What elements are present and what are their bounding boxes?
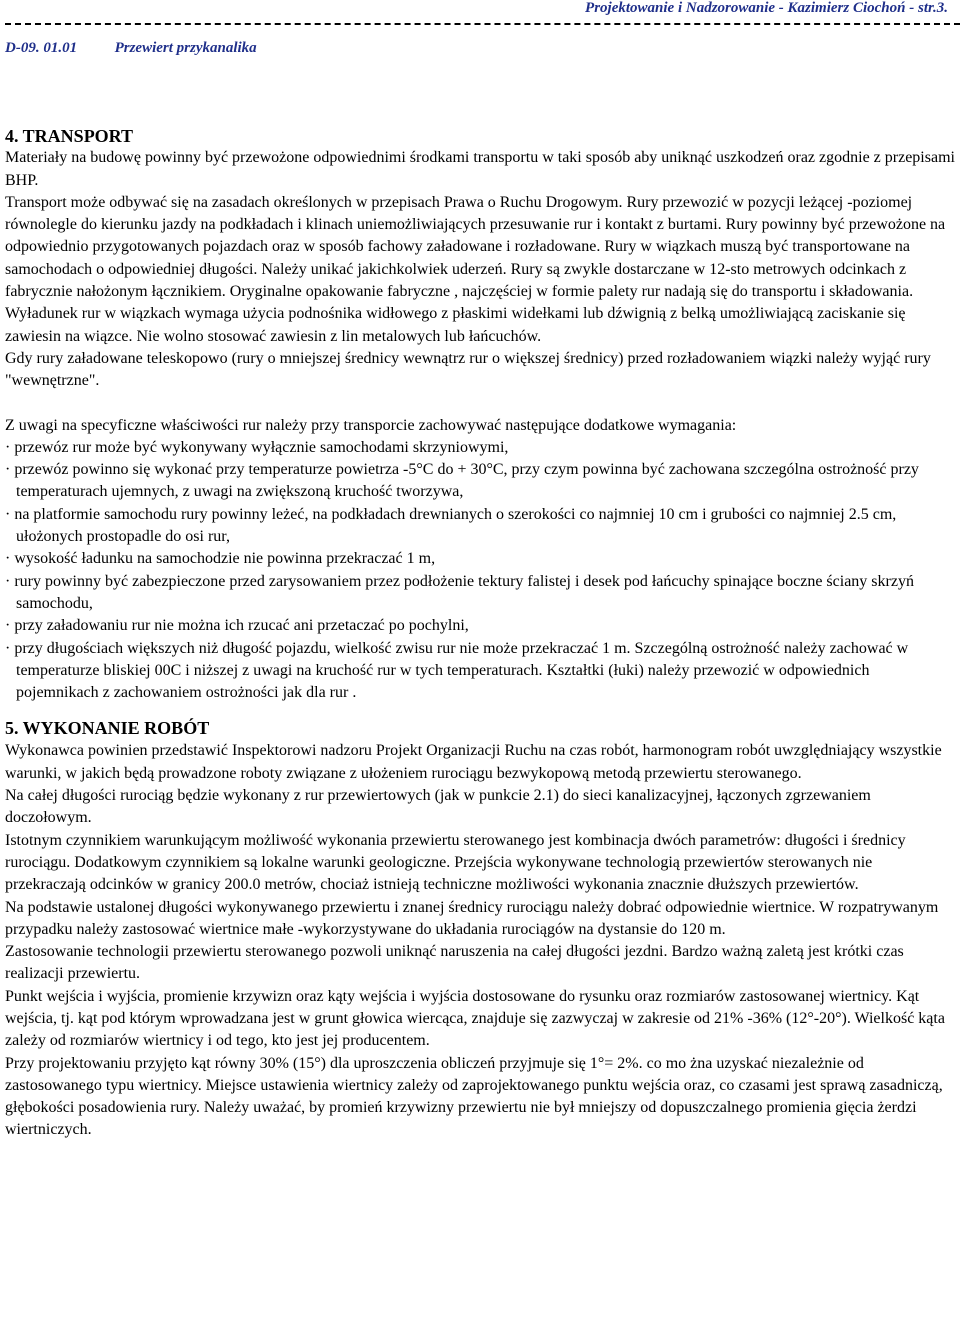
paragraph: Wyładunek rur w wiązkach wymaga użycia podnośnika widłowego z płaskimi widełkami lub dźwignią z belką umożliwiającą zaciskanie się zawiesin na wiązce. Nie wolno stosować zawiesin z lin metalowych lub łańcuchów. xyxy=(5,305,906,345)
paragraph: Na całej długości rurociąg będzie wykonany z rur przewiertowych (jak w punkcie 2.1) do sieci kanalizacyjnej, łączonych zgrzewaniem doczołowym. xyxy=(5,787,871,827)
paragraph: Gdy rury załadowane teleskopowo (rury o mniejszej średnicy wewnątrz rur o większej średnicy) przed rozładowaniem wiązki należy wyjąć rury "wewnętrzne". xyxy=(5,349,931,390)
paragraph: Punkt wejścia i wyjścia, promienie krzywizn oraz kąty wejścia i wyjścia dostosowane do rysunku oraz rozmiarów zastosowanej wiertnicy. Kąt wejścia, tj. kąt pod którym wprowadzana jest w grunt głowica wiercąca, znajduje się zazwyczaj w zakresie od 21% -36% (12°-20°). Wielkość kąta zależy od rozmiarów wiertnicy i od tego, kto jest jej producentem. xyxy=(5,987,945,1050)
spacer xyxy=(5,704,955,716)
paragraph: Materiały na budowę powinny być przewożone odpowiednimi środkami transportu w taki sposób aby uniknąć uszkodzeń oraz zgodnie z przepisami BHP. xyxy=(5,149,955,189)
paragraph: Istotnym czynnikiem warunkującym możliwość wykonania przewiertu sterowanego jest kombinacja dwóch parametrów: długości i średnicy rurociągu. Dodatkowym czynnikiem są lokalne warunki geologiczne. Przejścia wykonywane technologią przewiertów sterowanych nie przekraczają odcinków w granicy 200.0 metrów, chociaż istnieją techniczne możliwości wykonania znacznie dłuższych przewiertów. xyxy=(5,831,906,894)
header-dashed-rule xyxy=(5,23,960,28)
list-item: · przewóz powinno się wykonać przy temperaturze powietrza -5°C do + 30°C, przy czym powinna być zachowana szczególna ostrożność przy temperaturach ujemnych, z uwagi na zwiększoną kruchość tworzywa, xyxy=(5,461,919,501)
header-spec-title xyxy=(5,40,257,57)
header-page-info: Projektowanie i Nadzorowanie - Kazimierz Ciochoń - str.3. xyxy=(585,0,948,16)
header-spec-code: D-09. 01.01 xyxy=(5,40,78,56)
list-item: · przy długościach większych niż długość pojazdu, wielkość zwisu rur nie może przekraczać 1 m. Szczególną ostrożność należy zachować w temperaturze bliskiej 00C i niższej z uwagi na kruchość rur w tych temperaturach. Kształtki (łuki) należy przewozić w odpowiednich pojemnikach z zachowaniem ostrożności jak dla rur . xyxy=(5,639,909,702)
paragraph: Wykonawca powinien przedstawić Inspektorowi nadzoru Projekt Organizacji Ruchu na czas robót, harmonogram robót uwzględniający wszystkie warunki, w jakich będą prowadzone roboty związane z ułożeniem rurociągu bezwykopową metodą przewiertu sterowanego. xyxy=(5,742,942,782)
list-item: · na platformie samochodu rury powinny leżeć, na podkładach drewnianych o szerokości co najmniej 10 cm i grubości co najmniej 2.5 cm, ułożonych prostopadle do osi rur, xyxy=(5,505,897,546)
paragraph: Przy projektowaniu przyjęto kąt równy 30% (15°) dla uproszczenia obliczeń przyjmuje się 1°= 2%. co mo żna uzyskać niezależnie od zastosowanego typu wiertnicy. Miejsce ustawienia wiertnicy zależy od zaprojektowanego punktu wejścia oraz, co czasami jest sprawą zasadniczą, głębokości posadowienia rury. Należy uważać, by promień krzywizny przewiertu nie był mniejszy od dopuszczalnego promienia gięcia żerdzi wiertniczych. xyxy=(5,1054,943,1139)
paragraph: Zastosowanie technologii przewiertu sterowanego pozwoli uniknąć naruszenia na całej długości jezdni. Bardzo ważną zaletą jest krótki czas realizacji przewiertu. xyxy=(5,943,904,983)
section-heading-transport: 4. TRANSPORT xyxy=(5,126,134,146)
paragraph: Transport może odbywać się na zasadach określonych w przepisach Prawa o Ruchu Drogowym. Rury przewozić w pozycji leżącej -poziomej równolegle do kierunku jazdy na podkładach i klinach uniemożliwiających przesuwanie rur i kontakt z burtami. Rury powinny być przewożone na odpowiednio przygotowanych pojazdach oraz w sposób fachowy załadowane i rozładowane. Rury w wiązkach muszą być transportowane na samochodach o odpowiedniej długości. Należy unikać jakichkolwiek uderzeń. Rury są zwykle dostarczane w 12-sto metrowych odcinkach z fabrycznie nałożonym łącznikiem. Oryginalne opakowanie fabryczne , najczęściej w formie palety rur nadają się do transportu i składowania. xyxy=(5,193,946,301)
requirements-intro: Z uwagi na specyficzne właściwości rur należy przy transporcie zachowywać następujące dodatkowe wymagania: xyxy=(5,416,737,434)
header-spec-name: Przewiert przykanalika xyxy=(114,40,257,56)
paragraph: Na podstawie ustalonej długości wykonywanego przewiertu i znanej średnicy rurociągu należy dobrać odpowiednie wiertnice. W rozpatrywanym przypadku należy zastosować wiertnice małe -wykorzystywane do układania rurociągów na dystansie do 120 m. xyxy=(5,898,939,938)
list-item: · przewóz rur może być wykonywany wyłącznie samochodami skrzyniowymi, xyxy=(5,438,509,456)
list-item: · rury powinny być zabezpieczone przed zarysowaniem przez podłożenie tektury falistej i desek pod łańcuchy spinające boczne ściany skrzyń samochodu, xyxy=(5,572,914,612)
spacer xyxy=(5,393,955,415)
list-item: · przy załadowaniu rur nie można ich rzucać ani przetaczać po pochylni, xyxy=(5,617,469,635)
document-body xyxy=(5,125,955,1142)
section-heading-works: 5. WYKONANIE ROBÓT xyxy=(5,718,210,739)
list-item: · wysokość ładunku na samochodzie nie powinna przekraczać 1 m, xyxy=(5,550,436,568)
